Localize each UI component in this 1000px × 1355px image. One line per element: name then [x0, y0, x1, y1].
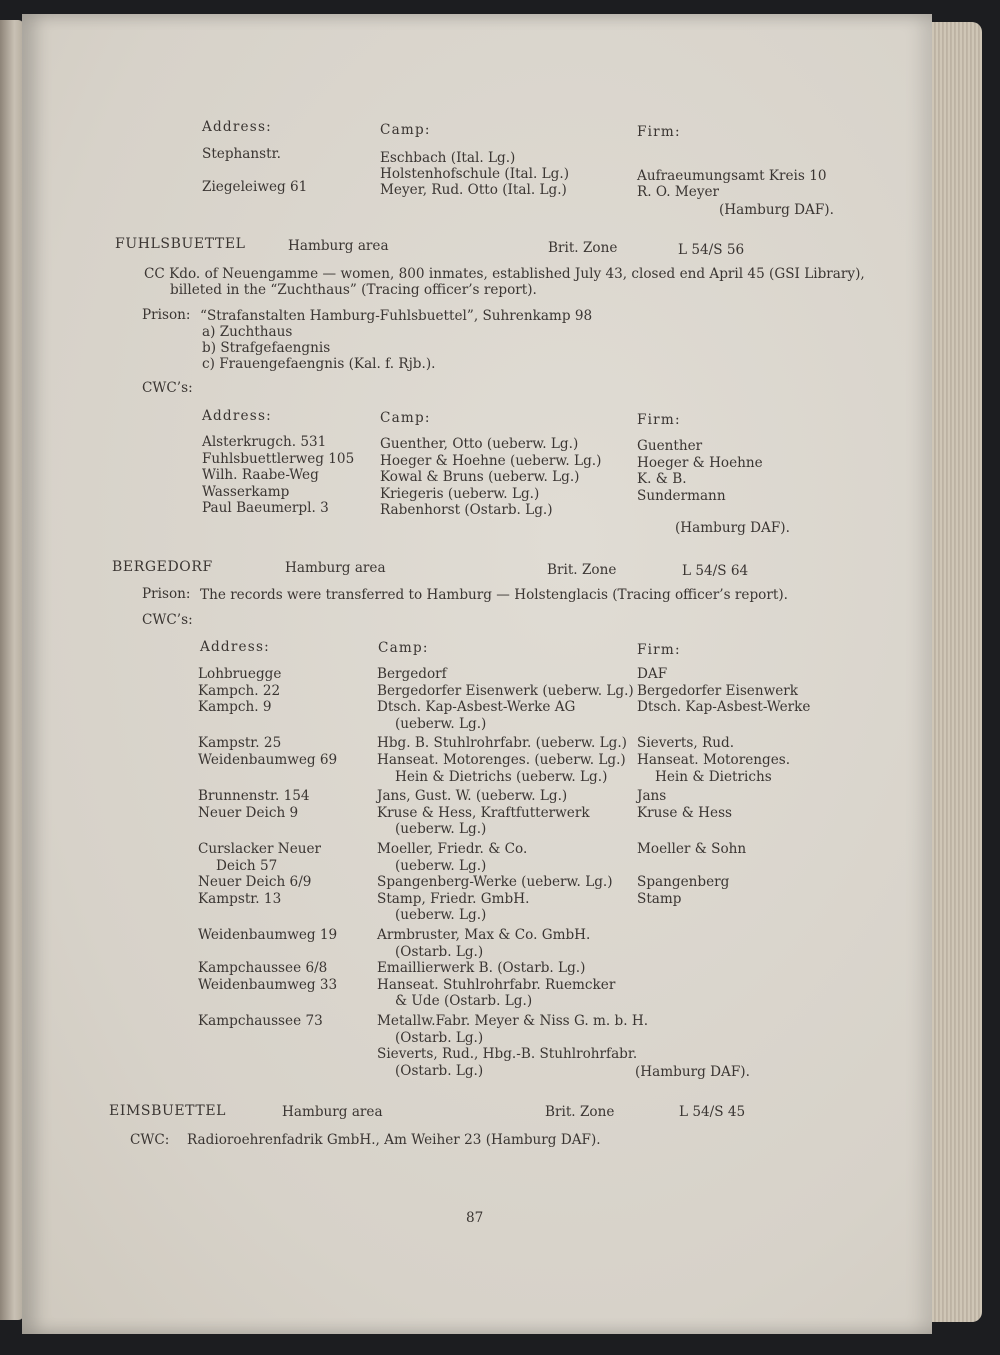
section-area: Hamburg area [285, 560, 386, 576]
firm-cell: Jans [637, 788, 667, 805]
cc-description: CC Kdo. of Neuengamme — women, 800 inmates, established July 43, closed end April 45 (GSI Library), [144, 266, 865, 282]
camp-cell: (ueberw. Lg.) [395, 907, 487, 924]
firm-cell: Hanseat. Motorenges. [637, 752, 791, 768]
source-note: (Hamburg DAF). [635, 1064, 750, 1080]
camp-cell: Sieverts, Rud., Hbg.-B. Stuhlrohrfabr. [377, 1046, 638, 1063]
address-cell: Neuer Deich 6/9 [198, 874, 312, 891]
prison-text: “Strafanstalten Hamburg-Fuhlsbuettel”, Suhrenkamp 98 [200, 308, 593, 324]
section-area: Hamburg area [282, 1104, 383, 1120]
left-page-edge [0, 20, 24, 1320]
camp-cell: (ueberw. Lg.) [395, 857, 487, 874]
cwc-label: CWC’s: [142, 612, 193, 628]
address-cell: Kampch. 22 [198, 682, 281, 699]
address-cell: Weidenbaumweg 69 [198, 752, 338, 768]
address-header: Address: [202, 119, 272, 135]
section-title-fuhlsbuettel: FUHLSBUETTEL [115, 236, 246, 252]
camp-cell: (ueberw. Lg.) [395, 821, 487, 838]
section-area: Hamburg area [288, 238, 389, 254]
camp-header: Camp: [380, 122, 431, 138]
address-cell: Alsterkrugch. 531 [202, 434, 327, 450]
firm-cell: Guenther [637, 438, 703, 454]
prison-item: c) Frauengefaengnis (Kal. f. Rjb.). [202, 356, 436, 372]
camp-cell: Kriegeris (ueberw. Lg.) [380, 485, 540, 502]
cwc-label: CWC’s: [142, 380, 193, 396]
camp-cell: (Ostarb. Lg.) [395, 1062, 484, 1079]
firm-cell: Stamp [637, 890, 682, 907]
section-zone: Brit. Zone [548, 240, 618, 256]
firm-column [637, 438, 763, 504]
camp-cell: Dtsch. Kap-Asbest-Werke AG [377, 699, 576, 716]
firm-cell: Aufraeumungsamt Kreis 10 [637, 168, 827, 184]
firm-cell: Dtsch. Kap-Asbest-Werke [637, 699, 811, 716]
camp-header: Camp: [378, 640, 429, 656]
address-cell: Stephanstr. [202, 146, 281, 162]
address-cell: Kampchaussee 73 [198, 1013, 323, 1029]
page-number: 87 [466, 1210, 484, 1226]
section-title-bergedorf: BERGEDORF [112, 559, 213, 575]
camp-cell: (Ostarb. Lg.) [395, 943, 484, 960]
address-header: Address: [202, 408, 272, 424]
address-cell: Deich 57 [216, 857, 278, 874]
camp-cell: Hanseat. Motorenges. (ueberw. Lg.) [377, 752, 626, 768]
camp-cell: Kowal & Bruns (ueberw. Lg.) [380, 469, 580, 486]
address-cell: Paul Baeumerpl. 3 [202, 500, 329, 517]
address-cell: Weidenbaumweg 19 [198, 927, 338, 943]
section-ref: L 54/S 64 [682, 563, 749, 579]
camp-cell: Hbg. B. Stuhlrohrfabr. (ueberw. Lg.) [377, 735, 627, 752]
cwc-label: CWC: [130, 1132, 170, 1148]
address-column [202, 434, 354, 517]
camp-cell: Jans, Gust. W. (ueberw. Lg.) [377, 788, 568, 805]
firm-cell: Hein & Dietrichs [655, 768, 772, 785]
firm-cell: Spangenberg [637, 874, 730, 891]
firm-cell: Kruse & Hess [637, 804, 733, 821]
camp-cell: (ueberw. Lg.) [395, 715, 487, 732]
address-cell: Fuhlsbuettlerweg 105 [202, 450, 355, 467]
camp-cell: Metallw.Fabr. Meyer & Niss G. m. b. H. [377, 1013, 649, 1029]
firm-cell: K. & B. [637, 471, 687, 488]
camp-cell: Hanseat. Stuhlrohrfabr. Ruemcker [377, 976, 616, 993]
prison-item: b) Strafgefaengnis [202, 340, 331, 356]
camp-cell: Guenther, Otto (ueberw. Lg.) [380, 436, 579, 452]
camp-cell: Armbruster, Max & Co. GmbH. [377, 927, 591, 943]
address-cell: Kampchaussee 6/8 [198, 960, 328, 977]
address-cell: Kampch. 9 [198, 699, 272, 716]
firm-header: Firm: [637, 412, 681, 428]
firm-cell: Bergedorfer Eisenwerk [637, 682, 799, 699]
camp-header: Camp: [380, 410, 431, 426]
camp-column [380, 436, 601, 519]
cwc-text: Radioroehrenfadrik GmbH., Am Weiher 23 (Hamburg DAF). [187, 1132, 601, 1148]
camp-cell: (Ostarb. Lg.) [395, 1029, 484, 1046]
camp-cell: Holstenhofschule (Ital. Lg.) [380, 166, 569, 182]
firm-header: Firm: [637, 124, 681, 140]
camp-cell: Hein & Dietrichs (ueberw. Lg.) [395, 768, 608, 785]
firm-header: Firm: [637, 642, 681, 658]
section-zone: Brit. Zone [547, 562, 617, 578]
prison-label: Prison: [142, 586, 191, 602]
address-cell: Neuer Deich 9 [198, 804, 299, 821]
prison-label: Prison: [142, 307, 191, 323]
firm-cell: Sieverts, Rud. [637, 735, 735, 752]
camp-cell: Rabenhorst (Ostarb. Lg.) [380, 502, 553, 519]
source-note: (Hamburg DAF). [675, 520, 790, 536]
address-cell: Kampstr. 25 [198, 735, 282, 752]
camp-cell: & Ude (Ostarb. Lg.) [395, 993, 533, 1010]
camp-cell: Hoeger & Hoehne (ueberw. Lg.) [380, 452, 602, 469]
address-cell: Ziegeleiweg 61 [202, 179, 308, 195]
source-note: (Hamburg DAF). [719, 202, 834, 218]
address-cell: Kampstr. 13 [198, 890, 282, 907]
prison-text: The records were transferred to Hamburg — Holstenglacis (Tracing officer’s report). [200, 587, 788, 603]
address-cell: Weidenbaumweg 33 [198, 976, 338, 993]
section-ref: L 54/S 56 [678, 242, 745, 258]
camp-cell: Meyer, Rud. Otto (Ital. Lg.) [380, 182, 567, 198]
camp-cell: Moeller, Friedr. & Co. [377, 841, 528, 857]
camp-cell: Bergedorfer Eisenwerk (ueberw. Lg.) [377, 682, 634, 699]
address-cell: Curslacker Neuer [198, 841, 322, 857]
address-cell: Lohbruegge [198, 666, 282, 682]
camp-cell: Emaillierwerk B. (Ostarb. Lg.) [377, 960, 586, 977]
cc-description: billeted in the “Zuchthaus” (Tracing officer’s report). [170, 282, 537, 298]
address-header: Address: [200, 639, 270, 655]
address-cell: Wasserkamp [202, 483, 290, 500]
book-page [22, 14, 932, 1334]
prison-item: a) Zuchthaus [202, 324, 293, 340]
camp-cell: Spangenberg-Werke (ueberw. Lg.) [377, 874, 613, 891]
firm-cell: Moeller & Sohn [637, 841, 747, 857]
address-cell: Wilh. Raabe-Weg [202, 467, 319, 484]
address-cell: Brunnenstr. 154 [198, 788, 310, 805]
firm-cell: Sundermann [637, 487, 726, 504]
section-ref: L 54/S 45 [679, 1104, 746, 1120]
camp-cell: Kruse & Hess, Kraftfutterwerk [377, 804, 590, 821]
camp-cell: Eschbach (Ital. Lg.) [380, 150, 516, 166]
camp-cell: Stamp, Friedr. GmbH. [377, 890, 530, 907]
section-zone: Brit. Zone [545, 1104, 615, 1120]
firm-cell: Hoeger & Hoehne [637, 454, 763, 471]
camp-cell: Bergedorf [377, 666, 447, 682]
section-title-eimsbuettel: EIMSBUETTEL [109, 1103, 227, 1119]
firm-cell: R. O. Meyer [637, 184, 720, 200]
firm-cell: DAF [637, 666, 668, 682]
